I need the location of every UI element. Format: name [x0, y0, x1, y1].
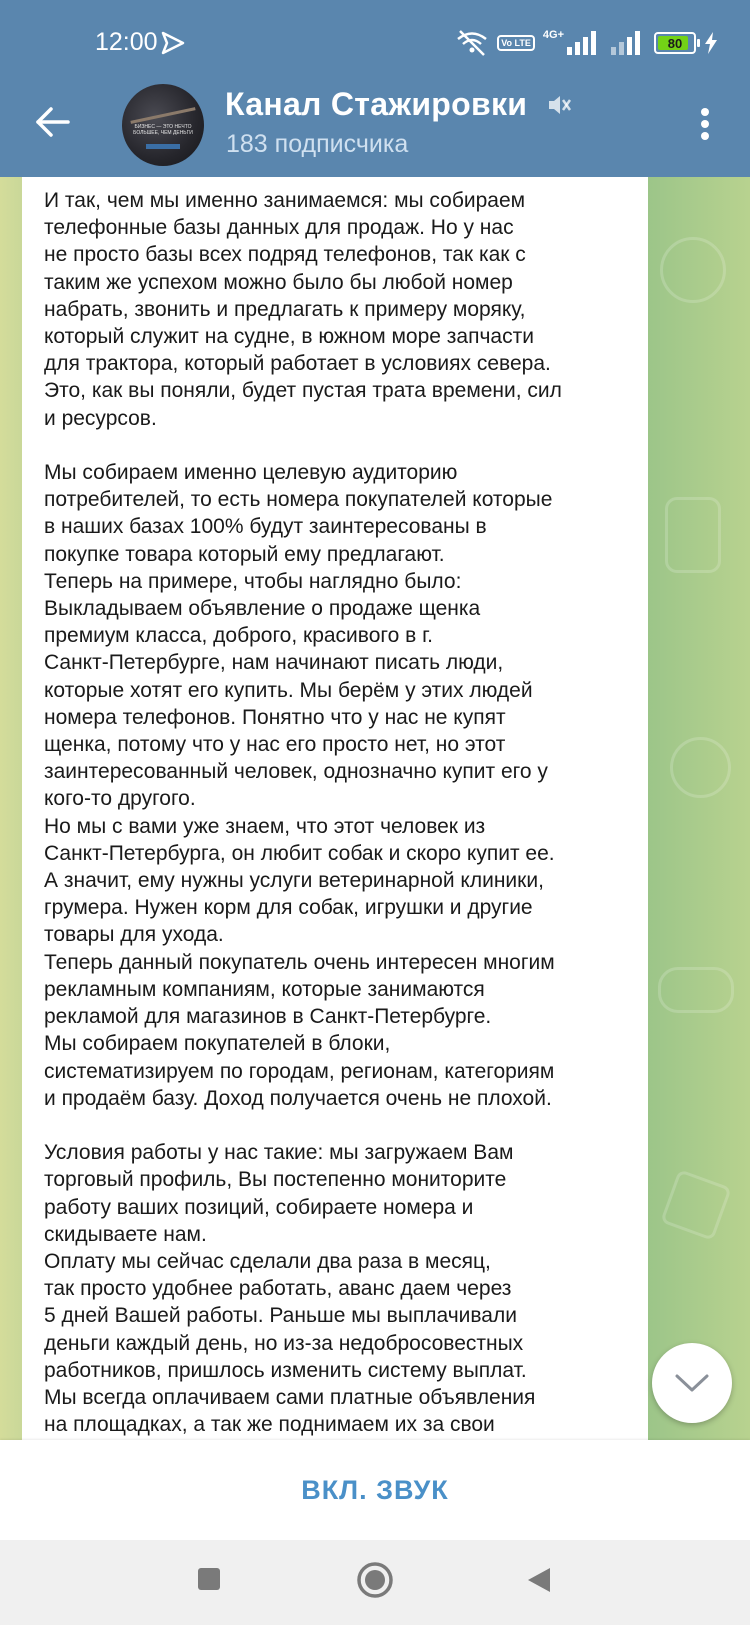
subscriber-count: 183 подписчика	[226, 130, 409, 158]
message-line: систематизируем по городам, регионам, категориям	[44, 1059, 555, 1083]
status-time: 12:00	[95, 28, 158, 56]
volte-badge: Vo LTE	[497, 35, 535, 51]
home-icon[interactable]	[356, 1561, 394, 1599]
message-line: Санкт-Петербурге, нам начинают писать люди,	[44, 651, 504, 675]
message-line: Оплату мы сейчас сделали два раза в месяц,	[44, 1249, 491, 1273]
message-line: Мы всегда оплачиваем сами платные объявления	[44, 1385, 536, 1409]
chevron-down-icon	[674, 1372, 710, 1394]
message-line: на площадках, а так же поднимаем их за свои	[44, 1413, 495, 1437]
message-line: заинтересованный человек, однозначно купит его у	[44, 760, 548, 784]
battery-icon	[654, 32, 696, 54]
message-line: работников, пришлось изменить систему выплат.	[44, 1358, 527, 1382]
message-line: рекламой для магазинов в Санкт-Петербурге.	[44, 1005, 492, 1029]
charging-icon	[704, 32, 718, 54]
message-line: кого-то другого.	[44, 787, 196, 811]
message-line: деньги каждый день, но из-за недобросовестных	[44, 1331, 524, 1355]
message-line: так просто удобнее работать, аванс даем через	[44, 1277, 512, 1301]
wallpaper-doodle	[670, 737, 731, 798]
bottom-action-bar	[0, 1440, 750, 1540]
message-line: Но мы с вами уже знаем, что этот человек из	[44, 814, 486, 838]
message-line: скидываете нам.	[44, 1222, 207, 1246]
message-line: потребителей, то есть номера покупателей которые	[44, 488, 553, 512]
message-line: Условия работы у нас такие: мы загружаем Вам	[44, 1141, 514, 1165]
message-line	[44, 432, 628, 459]
message-line: не просто базы всех подряд телефонов, так как с	[44, 243, 526, 267]
message-line: работу ваших позиций, собираете номера и	[44, 1195, 474, 1219]
signal-icon	[566, 31, 602, 55]
message-line: рекламным компаниям, которые занимаются	[44, 977, 485, 1001]
avatar-caption: БИЗНЕС — ЭТО НЕЧТО БОЛЬШЕЕ, ЧЕМ ДЕНЬГИ	[133, 124, 193, 136]
signal-icon-2	[610, 31, 646, 55]
message-line: таким же успехом можно было бы любой номер	[44, 270, 513, 294]
message-line: премиум класса, доброго, красивого в г.	[44, 624, 434, 648]
back-arrow-icon[interactable]	[34, 102, 74, 142]
message-line: и ресурсов.	[44, 406, 157, 430]
message-line: для трактора, который работает в условиях севера.	[44, 352, 551, 376]
message-line: Выкладываем объявление о продаже щенка	[44, 597, 481, 621]
wallpaper-doodle	[660, 237, 726, 303]
message-line: который служит на судне, в южном море запчасти	[44, 325, 534, 349]
app-header	[0, 0, 750, 177]
wallpaper-doodle	[658, 967, 734, 1013]
battery-level: 80	[667, 35, 683, 51]
channel-title[interactable]: Канал Стажировки	[225, 86, 528, 122]
message-line: номера телефонов. Понятно что у нас не купят	[44, 705, 506, 729]
message-line: Мы собираем именно целевую аудиторию	[44, 461, 458, 485]
message-line: покупке товара который ему предлагают.	[44, 542, 445, 566]
wallpaper-doodle	[660, 1169, 732, 1241]
channel-avatar[interactable]	[122, 84, 204, 166]
muted-speaker-icon	[546, 92, 572, 118]
message-line: И так, чем мы именно занимаемся: мы собираем	[44, 189, 526, 212]
scroll-down-button[interactable]	[652, 1343, 732, 1423]
message-line: грумера. Нужен корм для собак, игрушки и другие	[44, 896, 533, 920]
message-line: набрать, звонить и предлагать к примеру моряку,	[44, 297, 526, 321]
message-line: Мы собираем покупателей в блоки,	[44, 1032, 391, 1056]
message-line	[44, 1112, 628, 1139]
message-line: Это, как вы поняли, будет пустая трата времени, сил	[44, 379, 562, 403]
message-line: щенка, потому что у нас его просто нет, но этот	[44, 733, 506, 757]
message-line: в наших базах 100% будут заинтересованы в	[44, 515, 487, 539]
message-line: А значит, ему нужны услуги ветеринарной клиники,	[44, 869, 544, 893]
status-icons	[455, 28, 718, 58]
network-type: 4G+	[542, 29, 564, 41]
wallpaper-doodle	[665, 497, 721, 573]
message-line: Теперь на примере, чтобы наглядно было:	[44, 569, 462, 593]
unmute-button[interactable]: ВКЛ. ЗВУК	[301, 1474, 449, 1505]
message-line: торговый профиль, Вы постепенно мониторите	[44, 1168, 507, 1192]
chat-area[interactable]	[0, 177, 750, 1440]
more-options-icon[interactable]	[690, 104, 720, 144]
recents-icon[interactable]	[196, 1566, 222, 1592]
message-line: которые хотят его купить. Мы берём у этих людей	[44, 678, 533, 702]
system-nav-bar	[0, 1540, 750, 1625]
telegram-send-icon	[160, 30, 186, 56]
back-nav-icon[interactable]	[526, 1566, 552, 1594]
message-bubble[interactable]	[22, 177, 648, 1440]
message-line: 5 дней Вашей работы. Раньше мы выплачивали	[44, 1304, 517, 1328]
message-line: Санкт-Петербурга, он любит собак и скоро купит ее.	[44, 841, 555, 865]
wifi-off-icon	[455, 29, 489, 57]
message-text	[44, 187, 628, 1438]
message-line: телефонные базы данных для продаж. Но у нас	[44, 216, 514, 240]
message-line: и продаём базу. Доход получается очень не плохой.	[44, 1086, 552, 1110]
message-line: Теперь данный покупатель очень интересен многим	[44, 950, 555, 974]
message-line: товары для ухода.	[44, 923, 224, 947]
